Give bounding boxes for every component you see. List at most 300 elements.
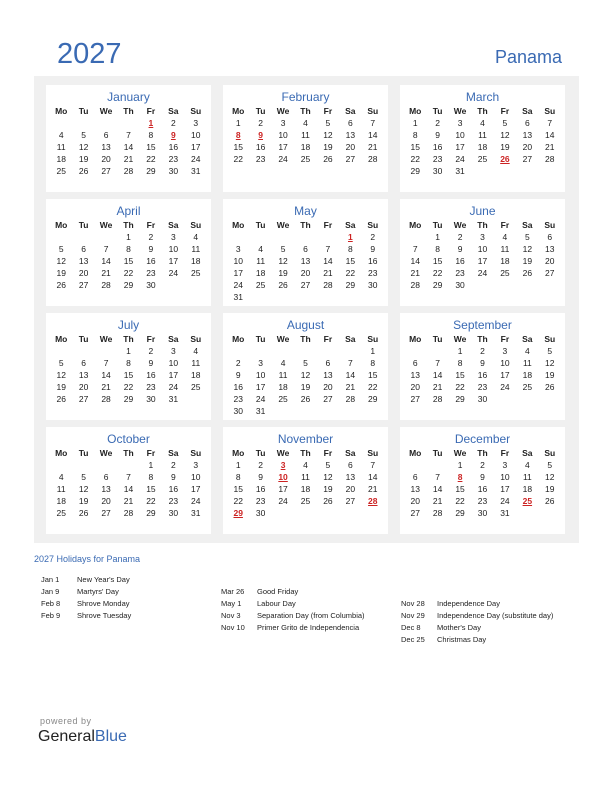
holiday-date: Feb 9 — [41, 611, 61, 620]
day-cell: 10 — [500, 472, 510, 482]
weekday-header: Sa — [168, 106, 179, 116]
day-cell — [404, 459, 426, 471]
day-cell: 7 — [435, 472, 440, 482]
day-cell: 13 — [101, 142, 111, 152]
day-cell: 24 — [168, 382, 179, 392]
day-cell: 12 — [56, 370, 66, 380]
day-cell: 18 — [522, 484, 533, 494]
weekday-header: Th — [123, 448, 134, 458]
day-cell: 21 — [545, 142, 555, 152]
day-cell: 5 — [81, 472, 86, 482]
day-cell: 29 — [146, 508, 156, 518]
day-cell: 9 — [258, 130, 263, 140]
day-cell — [249, 291, 271, 303]
day-cell: 23 — [455, 268, 465, 278]
weekday-header: We — [276, 220, 290, 230]
holiday-date: Dec 8 — [401, 623, 421, 632]
day-cell: 26 — [545, 496, 555, 506]
day-cell: 17 — [191, 484, 201, 494]
day-cell: 3 — [280, 460, 286, 470]
day-cell: 27 — [345, 154, 356, 164]
country-title: Panama — [494, 47, 562, 67]
holiday-date: Mar 26 — [221, 587, 245, 596]
day-cell: 14 — [368, 472, 378, 482]
day-cell: 4 — [280, 358, 286, 368]
day-cell: 4 — [303, 460, 308, 470]
day-cell: 15 — [368, 370, 378, 380]
day-cell: 11 — [191, 358, 201, 368]
day-cell: 25 — [522, 382, 533, 392]
day-cell: 21 — [432, 382, 443, 392]
day-cell: 18 — [255, 268, 266, 278]
day-cell — [72, 345, 94, 357]
day-cell: 11 — [478, 130, 487, 140]
day-cell: 29 — [410, 166, 420, 176]
day-cell: 19 — [545, 370, 555, 380]
month-grid — [50, 219, 207, 291]
day-cell: 20 — [522, 142, 533, 152]
day-cell: 30 — [146, 394, 156, 404]
holiday-date: Nov 10 — [221, 623, 245, 632]
day-cell: 24 — [278, 154, 288, 164]
weekday-header: We — [276, 106, 290, 116]
day-cell: 12 — [300, 370, 311, 380]
holiday-name: Mother's Day — [437, 623, 481, 632]
holiday-name: Martyrs' Day — [77, 587, 119, 596]
day-cell — [317, 291, 339, 303]
day-cell — [317, 405, 339, 417]
day-cell: 7 — [103, 244, 109, 254]
day-cell: 18 — [56, 154, 66, 164]
day-cell — [72, 231, 94, 243]
weekday-header: We — [453, 448, 467, 458]
day-cell: 16 — [477, 484, 488, 494]
year-title: 2027 — [57, 38, 122, 70]
day-cell: 21 — [101, 382, 111, 392]
day-cell: 3 — [170, 232, 176, 242]
day-cell: 22 — [345, 268, 356, 278]
day-cell: 31 — [255, 406, 266, 416]
day-cell: 28 — [123, 508, 134, 518]
day-cell — [362, 405, 384, 417]
day-cell — [249, 231, 271, 243]
day-cell: 15 — [233, 484, 243, 494]
day-cell: 2 — [148, 346, 154, 356]
day-cell: 4 — [58, 130, 64, 140]
day-cell: 9 — [148, 358, 154, 368]
day-cell: 14 — [432, 370, 443, 380]
weekday-header: Tu — [78, 220, 89, 230]
day-cell: 7 — [126, 472, 131, 482]
holiday-row — [401, 622, 553, 634]
day-cell: 6 — [103, 130, 109, 140]
month-november — [223, 427, 388, 534]
day-cell: 8 — [235, 130, 241, 140]
day-cell: 21 — [345, 382, 356, 392]
day-cell: 23 — [255, 154, 266, 164]
day-cell: 30 — [233, 406, 243, 416]
weekday-header: Fr — [146, 220, 156, 230]
day-cell: 28 — [123, 166, 134, 176]
weekday-header: Fr — [323, 220, 333, 230]
day-cell: 16 — [255, 142, 266, 152]
day-cell: 27 — [300, 280, 311, 290]
weekday-header: Su — [367, 334, 379, 344]
day-cell: 17 — [233, 268, 243, 278]
day-cell: 9 — [148, 244, 154, 254]
weekday-header: Su — [544, 334, 556, 344]
day-cell: 30 — [455, 280, 465, 290]
weekday-header: Su — [367, 448, 379, 458]
day-cell: 19 — [522, 256, 533, 266]
day-cell: 1 — [412, 118, 418, 128]
day-cell: 30 — [432, 166, 443, 176]
day-cell: 23 — [477, 382, 488, 392]
day-cell: 28 — [410, 280, 420, 290]
month-may — [223, 199, 388, 306]
day-cell: 4 — [524, 346, 530, 356]
holiday-row — [401, 598, 553, 610]
day-cell: 31 — [191, 166, 201, 176]
day-cell: 7 — [547, 118, 553, 128]
day-cell: 18 — [56, 496, 66, 506]
day-cell — [272, 231, 294, 243]
month-grid — [50, 447, 207, 519]
weekday-header: Mo — [232, 220, 245, 230]
day-cell: 2 — [457, 232, 463, 242]
day-cell: 24 — [477, 268, 488, 278]
day-cell: 2 — [258, 460, 263, 470]
day-cell: 11 — [522, 472, 532, 482]
day-cell: 20 — [345, 142, 356, 152]
day-cell: 16 — [168, 484, 179, 494]
day-cell: 29 — [432, 280, 443, 290]
weekday-header: Mo — [409, 448, 422, 458]
weekday-header: Tu — [255, 106, 266, 116]
day-cell: 23 — [255, 496, 266, 506]
day-cell: 7 — [126, 130, 131, 140]
day-cell: 19 — [56, 382, 66, 392]
holidays-title: 2027 Holidays for Panama — [34, 554, 141, 564]
weekday-header: Sa — [522, 448, 533, 458]
day-cell: 2 — [258, 118, 263, 128]
weekday-header: Mo — [55, 448, 68, 458]
day-cell: 10 — [278, 130, 288, 140]
day-cell: 6 — [103, 472, 109, 482]
day-cell: 5 — [325, 460, 331, 470]
day-cell: 29 — [233, 508, 243, 518]
brand-logo — [38, 728, 127, 746]
day-cell: 13 — [545, 244, 555, 254]
weekday-header: Fr — [146, 106, 156, 116]
month-august — [223, 313, 388, 420]
day-cell: 2 — [435, 118, 440, 128]
day-cell: 10 — [233, 256, 243, 266]
month-title: November — [277, 432, 334, 446]
day-cell: 26 — [522, 268, 533, 278]
month-march — [400, 85, 565, 192]
day-cell: 11 — [500, 244, 510, 254]
day-cell: 27 — [101, 508, 111, 518]
day-cell: 13 — [345, 130, 356, 140]
day-cell: 30 — [368, 280, 378, 290]
day-cell: 29 — [123, 280, 134, 290]
weekday-header: Sa — [522, 106, 533, 116]
day-cell: 4 — [524, 460, 530, 470]
day-cell: 11 — [301, 130, 310, 140]
day-cell: 11 — [56, 484, 66, 494]
day-cell: 1 — [126, 346, 131, 356]
calendar-panel — [34, 76, 579, 543]
day-cell: 19 — [323, 142, 333, 152]
weekday-header: Sa — [522, 220, 533, 230]
holiday-column — [401, 598, 553, 646]
day-cell: 21 — [323, 268, 333, 278]
day-cell: 25 — [278, 394, 288, 404]
holiday-name: Good Friday — [257, 587, 299, 596]
month-title: June — [469, 204, 496, 218]
day-cell: 3 — [480, 232, 485, 242]
day-cell: 7 — [325, 244, 331, 254]
day-cell: 25 — [191, 268, 201, 278]
day-cell: 5 — [547, 460, 553, 470]
day-cell: 13 — [78, 370, 89, 380]
weekday-header: Sa — [168, 220, 179, 230]
day-cell: 15 — [345, 256, 356, 266]
day-cell: 1 — [457, 346, 463, 356]
holiday-row — [221, 598, 365, 610]
weekday-header: Fr — [500, 448, 510, 458]
day-cell: 25 — [56, 508, 66, 518]
day-cell: 13 — [345, 472, 356, 482]
day-cell: 16 — [233, 382, 243, 392]
month-title: March — [465, 90, 500, 104]
day-cell: 19 — [78, 496, 89, 506]
day-cell: 1 — [435, 232, 440, 242]
day-cell: 11 — [522, 358, 532, 368]
day-cell: 26 — [323, 496, 333, 506]
day-cell: 31 — [191, 508, 201, 518]
weekday-header: Tu — [255, 220, 266, 230]
day-cell: 12 — [500, 130, 510, 140]
day-cell: 9 — [457, 244, 463, 254]
weekday-header: Th — [300, 106, 311, 116]
day-cell: 16 — [368, 256, 378, 266]
day-cell — [50, 231, 72, 243]
weekday-header: Th — [123, 334, 134, 344]
day-cell: 26 — [323, 154, 333, 164]
holiday-row — [401, 610, 553, 622]
day-cell: 8 — [435, 244, 440, 254]
month-title: July — [117, 318, 140, 332]
day-cell: 2 — [480, 460, 485, 470]
day-cell — [404, 231, 426, 243]
weekday-header: Su — [190, 220, 202, 230]
day-cell: 18 — [278, 382, 288, 392]
holiday-date: Feb 8 — [41, 599, 61, 608]
day-cell — [72, 459, 94, 471]
day-cell: 18 — [500, 256, 510, 266]
day-cell: 26 — [300, 394, 311, 404]
day-cell: 1 — [370, 346, 376, 356]
weekday-header: Sa — [345, 220, 356, 230]
day-cell: 13 — [410, 370, 420, 380]
day-cell: 18 — [191, 256, 201, 266]
day-cell: 30 — [477, 394, 488, 404]
day-cell: 20 — [545, 256, 555, 266]
weekday-header: Fr — [146, 448, 156, 458]
day-cell: 8 — [347, 244, 353, 254]
day-cell: 14 — [545, 130, 555, 140]
day-cell: 16 — [146, 256, 156, 266]
day-cell: 24 — [500, 496, 510, 506]
day-cell: 2 — [148, 232, 154, 242]
holiday-row — [221, 586, 365, 598]
day-cell: 12 — [545, 358, 555, 368]
day-cell: 22 — [123, 382, 134, 392]
day-cell: 25 — [300, 496, 311, 506]
day-cell — [471, 279, 493, 291]
day-cell: 23 — [168, 496, 179, 506]
day-cell: 10 — [168, 244, 179, 254]
day-cell: 27 — [78, 394, 89, 404]
day-cell: 26 — [78, 508, 89, 518]
day-cell: 12 — [323, 472, 333, 482]
day-cell — [362, 507, 384, 519]
day-cell: 3 — [280, 118, 286, 128]
day-cell — [50, 345, 72, 357]
day-cell: 2 — [170, 118, 176, 128]
weekday-header: Sa — [168, 334, 179, 344]
day-cell: 24 — [278, 496, 288, 506]
day-cell: 19 — [545, 484, 555, 494]
day-cell: 7 — [412, 244, 418, 254]
day-cell: 21 — [101, 268, 111, 278]
day-cell: 13 — [522, 130, 533, 140]
day-cell: 15 — [123, 256, 134, 266]
day-cell: 22 — [123, 268, 134, 278]
weekday-header: Th — [123, 220, 134, 230]
day-cell: 14 — [123, 484, 134, 494]
month-grid — [227, 333, 384, 417]
day-cell: 11 — [256, 256, 266, 266]
weekday-header: Th — [123, 106, 134, 116]
weekday-header: We — [99, 334, 113, 344]
day-cell: 9 — [480, 472, 485, 482]
day-cell: 24 — [233, 280, 243, 290]
holiday-row — [401, 634, 553, 646]
day-cell — [471, 165, 493, 177]
day-cell: 29 — [123, 394, 134, 404]
holiday-row — [41, 598, 131, 610]
day-cell: 22 — [146, 154, 156, 164]
day-cell: 29 — [345, 280, 356, 290]
day-cell — [117, 459, 139, 471]
day-cell: 20 — [323, 382, 333, 392]
day-cell — [362, 291, 384, 303]
weekday-header: Mo — [232, 334, 245, 344]
day-cell: 29 — [368, 394, 378, 404]
weekday-header: We — [99, 106, 113, 116]
day-cell: 27 — [410, 394, 420, 404]
holiday-name: Christmas Day — [437, 635, 487, 644]
day-cell: 19 — [323, 484, 333, 494]
weekday-header: Su — [544, 106, 556, 116]
day-cell: 12 — [278, 256, 288, 266]
day-cell: 27 — [323, 394, 333, 404]
day-cell — [185, 279, 207, 291]
day-cell: 7 — [370, 118, 376, 128]
day-cell — [426, 459, 448, 471]
day-cell: 31 — [233, 292, 243, 302]
holiday-name: Labour Day — [257, 599, 296, 608]
weekday-header: Sa — [345, 448, 356, 458]
day-cell: 10 — [455, 130, 465, 140]
day-cell: 23 — [146, 382, 156, 392]
day-cell — [227, 231, 249, 243]
day-cell: 6 — [81, 358, 86, 368]
day-cell: 27 — [410, 508, 420, 518]
month-grid — [404, 105, 561, 177]
day-cell: 20 — [410, 382, 420, 392]
day-cell: 6 — [347, 460, 353, 470]
day-cell — [494, 393, 516, 405]
day-cell: 16 — [455, 256, 465, 266]
day-cell — [294, 345, 316, 357]
weekday-header: Su — [544, 220, 556, 230]
day-cell: 23 — [146, 268, 156, 278]
day-cell: 21 — [368, 484, 378, 494]
day-cell: 11 — [301, 472, 310, 482]
month-title: May — [294, 204, 317, 218]
day-cell: 16 — [255, 484, 266, 494]
day-cell: 3 — [235, 244, 241, 254]
day-cell: 24 — [500, 382, 510, 392]
day-cell: 7 — [103, 358, 109, 368]
holiday-date: Nov 29 — [401, 611, 425, 620]
day-cell — [339, 507, 361, 519]
day-cell: 21 — [368, 142, 378, 152]
holiday-row — [41, 586, 131, 598]
month-july — [46, 313, 211, 420]
day-cell: 28 — [323, 280, 333, 290]
day-cell: 24 — [191, 496, 201, 506]
day-cell: 14 — [123, 142, 134, 152]
holiday-column — [221, 586, 365, 634]
day-cell: 8 — [457, 358, 463, 368]
powered-by-text: powered by — [40, 716, 92, 726]
day-cell — [227, 345, 249, 357]
weekday-header: Th — [300, 448, 311, 458]
day-cell: 6 — [412, 472, 418, 482]
day-cell: 27 — [78, 280, 89, 290]
weekday-header: We — [276, 334, 290, 344]
holiday-date: May 1 — [221, 599, 242, 608]
day-cell — [426, 345, 448, 357]
day-cell: 28 — [432, 508, 443, 518]
day-cell: 29 — [455, 394, 465, 404]
month-january — [46, 85, 211, 192]
weekday-header: Fr — [146, 334, 156, 344]
day-cell: 21 — [410, 268, 420, 278]
day-cell: 19 — [278, 268, 288, 278]
day-cell: 1 — [148, 460, 154, 470]
day-cell: 20 — [78, 382, 89, 392]
day-cell: 1 — [235, 118, 241, 128]
day-cell — [539, 165, 561, 177]
day-cell: 26 — [78, 166, 89, 176]
day-cell: 25 — [477, 154, 488, 164]
